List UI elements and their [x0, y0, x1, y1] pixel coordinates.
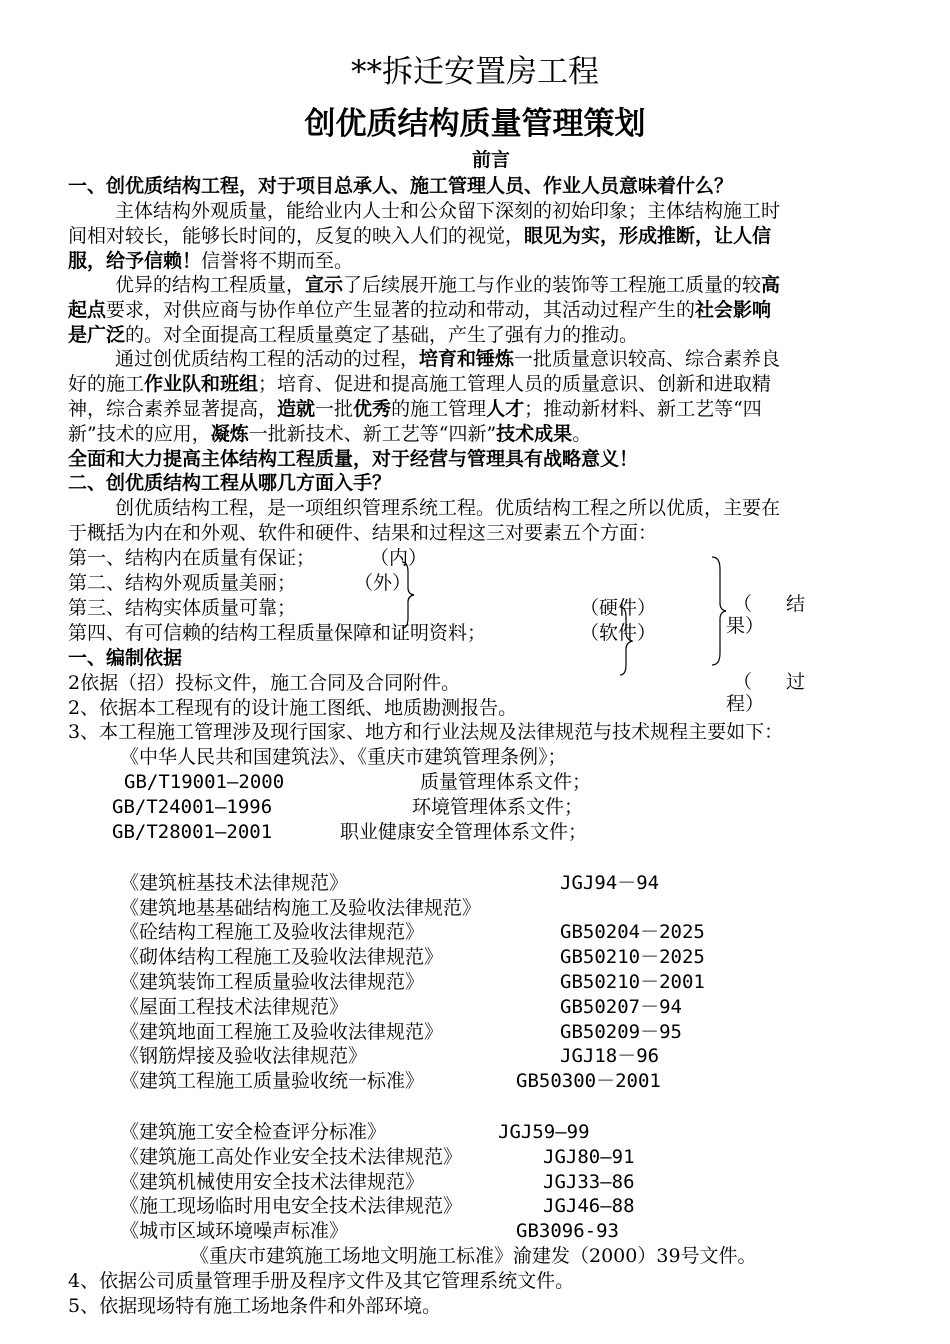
- sec1-p3-line1: [115, 347, 780, 371]
- spec-code-8: JGJ18－96: [560, 1045, 660, 1067]
- iso-code-2: GB/T24001—1996: [112, 796, 273, 818]
- text-span: 信誉将不期而至。: [201, 250, 354, 272]
- aspect-item-1: 第一、结构内在质量有保证；: [68, 547, 316, 569]
- text-span: 的。对全面提高工程质量奠定了基础，产生了强有力的推动。: [125, 324, 639, 346]
- bold-span: 社会影响: [695, 299, 772, 321]
- text-span: 。: [572, 423, 592, 445]
- safety-code-3: JGJ33—86: [543, 1171, 635, 1193]
- process-label-close: 程）: [726, 693, 765, 715]
- brace-result-process-icon: [708, 555, 730, 667]
- sec1-p3-line2: [68, 372, 771, 396]
- basis-item-3: 3、本工程施工管理涉及现行国家、地方和行业法规及法律规范与技术规程主要如下：: [68, 721, 784, 743]
- laws-line: 《中华人民共和国建筑法》、《重庆市建筑管理条例》；: [120, 746, 567, 768]
- safety-name-5: 《城市区域环境噪声标准》: [120, 1220, 349, 1242]
- aspect-tag-2: （外）: [354, 572, 412, 594]
- sec1-p3-line4: [68, 422, 591, 446]
- spec-name-6: 《屋面工程技术法律规范》: [120, 996, 349, 1018]
- text-span: 通过创优质结构工程的活动的过程，: [115, 348, 420, 370]
- spec-code-5: GB50210－2001: [560, 971, 705, 993]
- spec-code-9: GB50300－2001: [516, 1070, 661, 1092]
- aspect-tag-3: （硬件）: [580, 597, 657, 619]
- bold-span: 培育和锤炼: [419, 348, 515, 370]
- safety-code-2: JGJ80—91: [543, 1146, 635, 1168]
- text-span: 新”技术的应用，: [68, 423, 211, 445]
- chongqing-standard: 《重庆市建筑施工场地文明施工标准》渝建发（2000）39号文件。: [190, 1245, 757, 1267]
- safety-code-5: GB3096-93: [516, 1220, 619, 1242]
- basis-item-4: 4、依据公司质量管理手册及程序文件及其它管理系统文件。: [68, 1270, 575, 1292]
- bold-span: 作业队和班组: [144, 373, 259, 395]
- text-span: 优异的结构工程质量，: [115, 274, 306, 296]
- text-span: 一批质量意识较高、综合素养良: [514, 348, 781, 370]
- spec-name-7: 《建筑地面工程施工及验收法律规范》: [120, 1021, 444, 1043]
- bold-span: 人才: [486, 398, 525, 420]
- bold-span: 高: [761, 274, 781, 296]
- sec1-p1-line1: 主体结构外观质量，能给业内人士和公众留下深刻的初始印象；主体结构施工时: [115, 200, 781, 222]
- result-label-char: 结: [786, 593, 806, 615]
- safety-name-1: 《建筑施工安全检查评分标准》: [120, 1121, 387, 1143]
- text-span: 的施工管理: [391, 398, 487, 420]
- sec1-p2-line2: [68, 298, 771, 322]
- sec1-p3-line3: [68, 397, 762, 421]
- spec-code-7: GB50209－95: [560, 1021, 682, 1043]
- aspect-item-4: 第四、有可信赖的结构工程质量保障和证明资料；: [68, 622, 487, 644]
- text-span: 间相对较长，能够长时间的，反复的映入人们的视觉，: [68, 225, 525, 247]
- text-span: 要求，对供应商与协作单位产生显著的拉动和带动，其活动过程产生的: [106, 299, 696, 321]
- iso-code-3: GB/T28001—2001: [112, 821, 273, 843]
- safety-code-1: JGJ59—99: [498, 1121, 590, 1143]
- safety-code-4: JGJ46—88: [543, 1195, 635, 1217]
- text-span: 好的施工: [68, 373, 145, 395]
- text-span: 一批: [315, 398, 354, 420]
- document-title: **拆迁安置房工程: [351, 54, 599, 90]
- spec-code-1: JGJ94－94: [560, 872, 660, 894]
- iso-code-1: GB/T19001—2000: [124, 771, 285, 793]
- section1-heading: 一、创优质结构工程，对于项目总承人、施工管理人员、作业人员意味着什么？: [68, 175, 734, 197]
- spec-code-4: GB50210－2025: [560, 946, 705, 968]
- section3-heading: 一、编制依据: [68, 647, 183, 669]
- sec1-p1-line3: [68, 249, 353, 273]
- safety-name-4: 《施工现场临时用电安全技术法律规范》: [120, 1195, 463, 1217]
- bold-span: 凝炼: [210, 423, 249, 445]
- text-span: 神，综合素养显著提高，: [68, 398, 278, 420]
- brace-inner-outer-icon: [398, 560, 418, 630]
- spec-name-8: 《钢筋焊接及验收法律规范》: [120, 1045, 368, 1067]
- aspect-tag-4: （软件）: [580, 622, 657, 644]
- process-label-char: 过: [786, 671, 806, 693]
- result-label-open: （: [733, 593, 753, 615]
- bold-span: 造就: [277, 398, 316, 420]
- spec-name-9: 《建筑工程施工质量验收统一标准》: [120, 1070, 425, 1092]
- bold-span: 宣示: [305, 274, 344, 296]
- text-span: ；培育、促进和提高施工管理人员的质量意识、创新和进取精: [258, 373, 772, 395]
- brace-hardware-software-icon: [616, 605, 636, 677]
- bold-span: 眼见为实，形成推断，让人信: [524, 225, 772, 247]
- aspect-item-2: 第二、结构外观质量美丽；: [68, 572, 297, 594]
- spec-name-3: 《砼结构工程施工及验收法律规范》: [120, 921, 425, 943]
- spec-name-2: 《建筑地基基础结构施工及验收法律规范》: [120, 897, 482, 919]
- spec-name-4: 《砌体结构工程施工及验收法律规范》: [120, 946, 444, 968]
- result-label-close: 果）: [726, 615, 765, 637]
- safety-name-2: 《建筑施工高处作业安全技术法律规范》: [120, 1146, 463, 1168]
- aspect-item-3: 第三、结构实体质量可靠；: [68, 597, 297, 619]
- basis-item-5: 5、依据现场特有施工场地条件和外部环境。: [68, 1295, 442, 1317]
- preface-label: 前言: [472, 149, 511, 171]
- section2-heading: 二、创优质结构工程从哪几方面入手？: [68, 472, 392, 494]
- bold-span: 服，给予信赖！: [68, 250, 202, 272]
- spec-name-1: 《建筑桩基技术法律规范》: [120, 872, 349, 894]
- iso-name-1: 质量管理体系文件；: [420, 771, 592, 793]
- sec1-p2-line1: [115, 273, 780, 297]
- spec-code-3: GB50204－2025: [560, 921, 705, 943]
- spec-code-6: GB50207－94: [560, 996, 682, 1018]
- document-subtitle: 创优质结构质量管理策划: [304, 106, 646, 142]
- basis-item-1: 2依据（招）投标文件，施工合同及合同附件。: [68, 672, 461, 694]
- text-span: 一批新技术、新工艺等“四新”: [248, 423, 497, 445]
- spec-name-5: 《建筑装饰工程质量验收法律规范》: [120, 971, 425, 993]
- text-span: ；推动新材料、新工艺等“四: [524, 398, 762, 420]
- sec2-p1-line2: 于概括为内在和外观、软件和硬件、结果和过程这三对要素五个方面：: [68, 522, 658, 544]
- sec1-p2-line3: [68, 323, 638, 347]
- bold-span: 技术成果: [496, 423, 573, 445]
- bold-span: 起点: [68, 299, 107, 321]
- bold-span: 是广泛: [68, 324, 126, 346]
- bold-span: 优秀: [353, 398, 392, 420]
- iso-name-2: 环境管理体系文件；: [412, 796, 584, 818]
- text-span: 了后续展开施工与作业的装饰等工程施工质量的较: [343, 274, 762, 296]
- basis-item-2: 2、依据本工程现有的设计施工图纸、地质勘测报告。: [68, 697, 518, 719]
- sec1-p1-line2: [68, 224, 771, 248]
- process-label-open: （: [733, 671, 753, 693]
- sec1-conclusion: 全面和大力提高主体结构工程质量，对于经营与管理具有战略意义！: [68, 448, 639, 470]
- safety-name-3: 《建筑机械使用安全技术法律规范》: [120, 1171, 425, 1193]
- sec2-p1-line1: 创优质结构工程，是一项组织管理系统工程。优质结构工程之所以优质，主要在: [115, 497, 781, 519]
- aspect-tag-1: （内）: [370, 547, 428, 569]
- iso-name-3: 职业健康安全管理体系文件；: [340, 821, 588, 843]
